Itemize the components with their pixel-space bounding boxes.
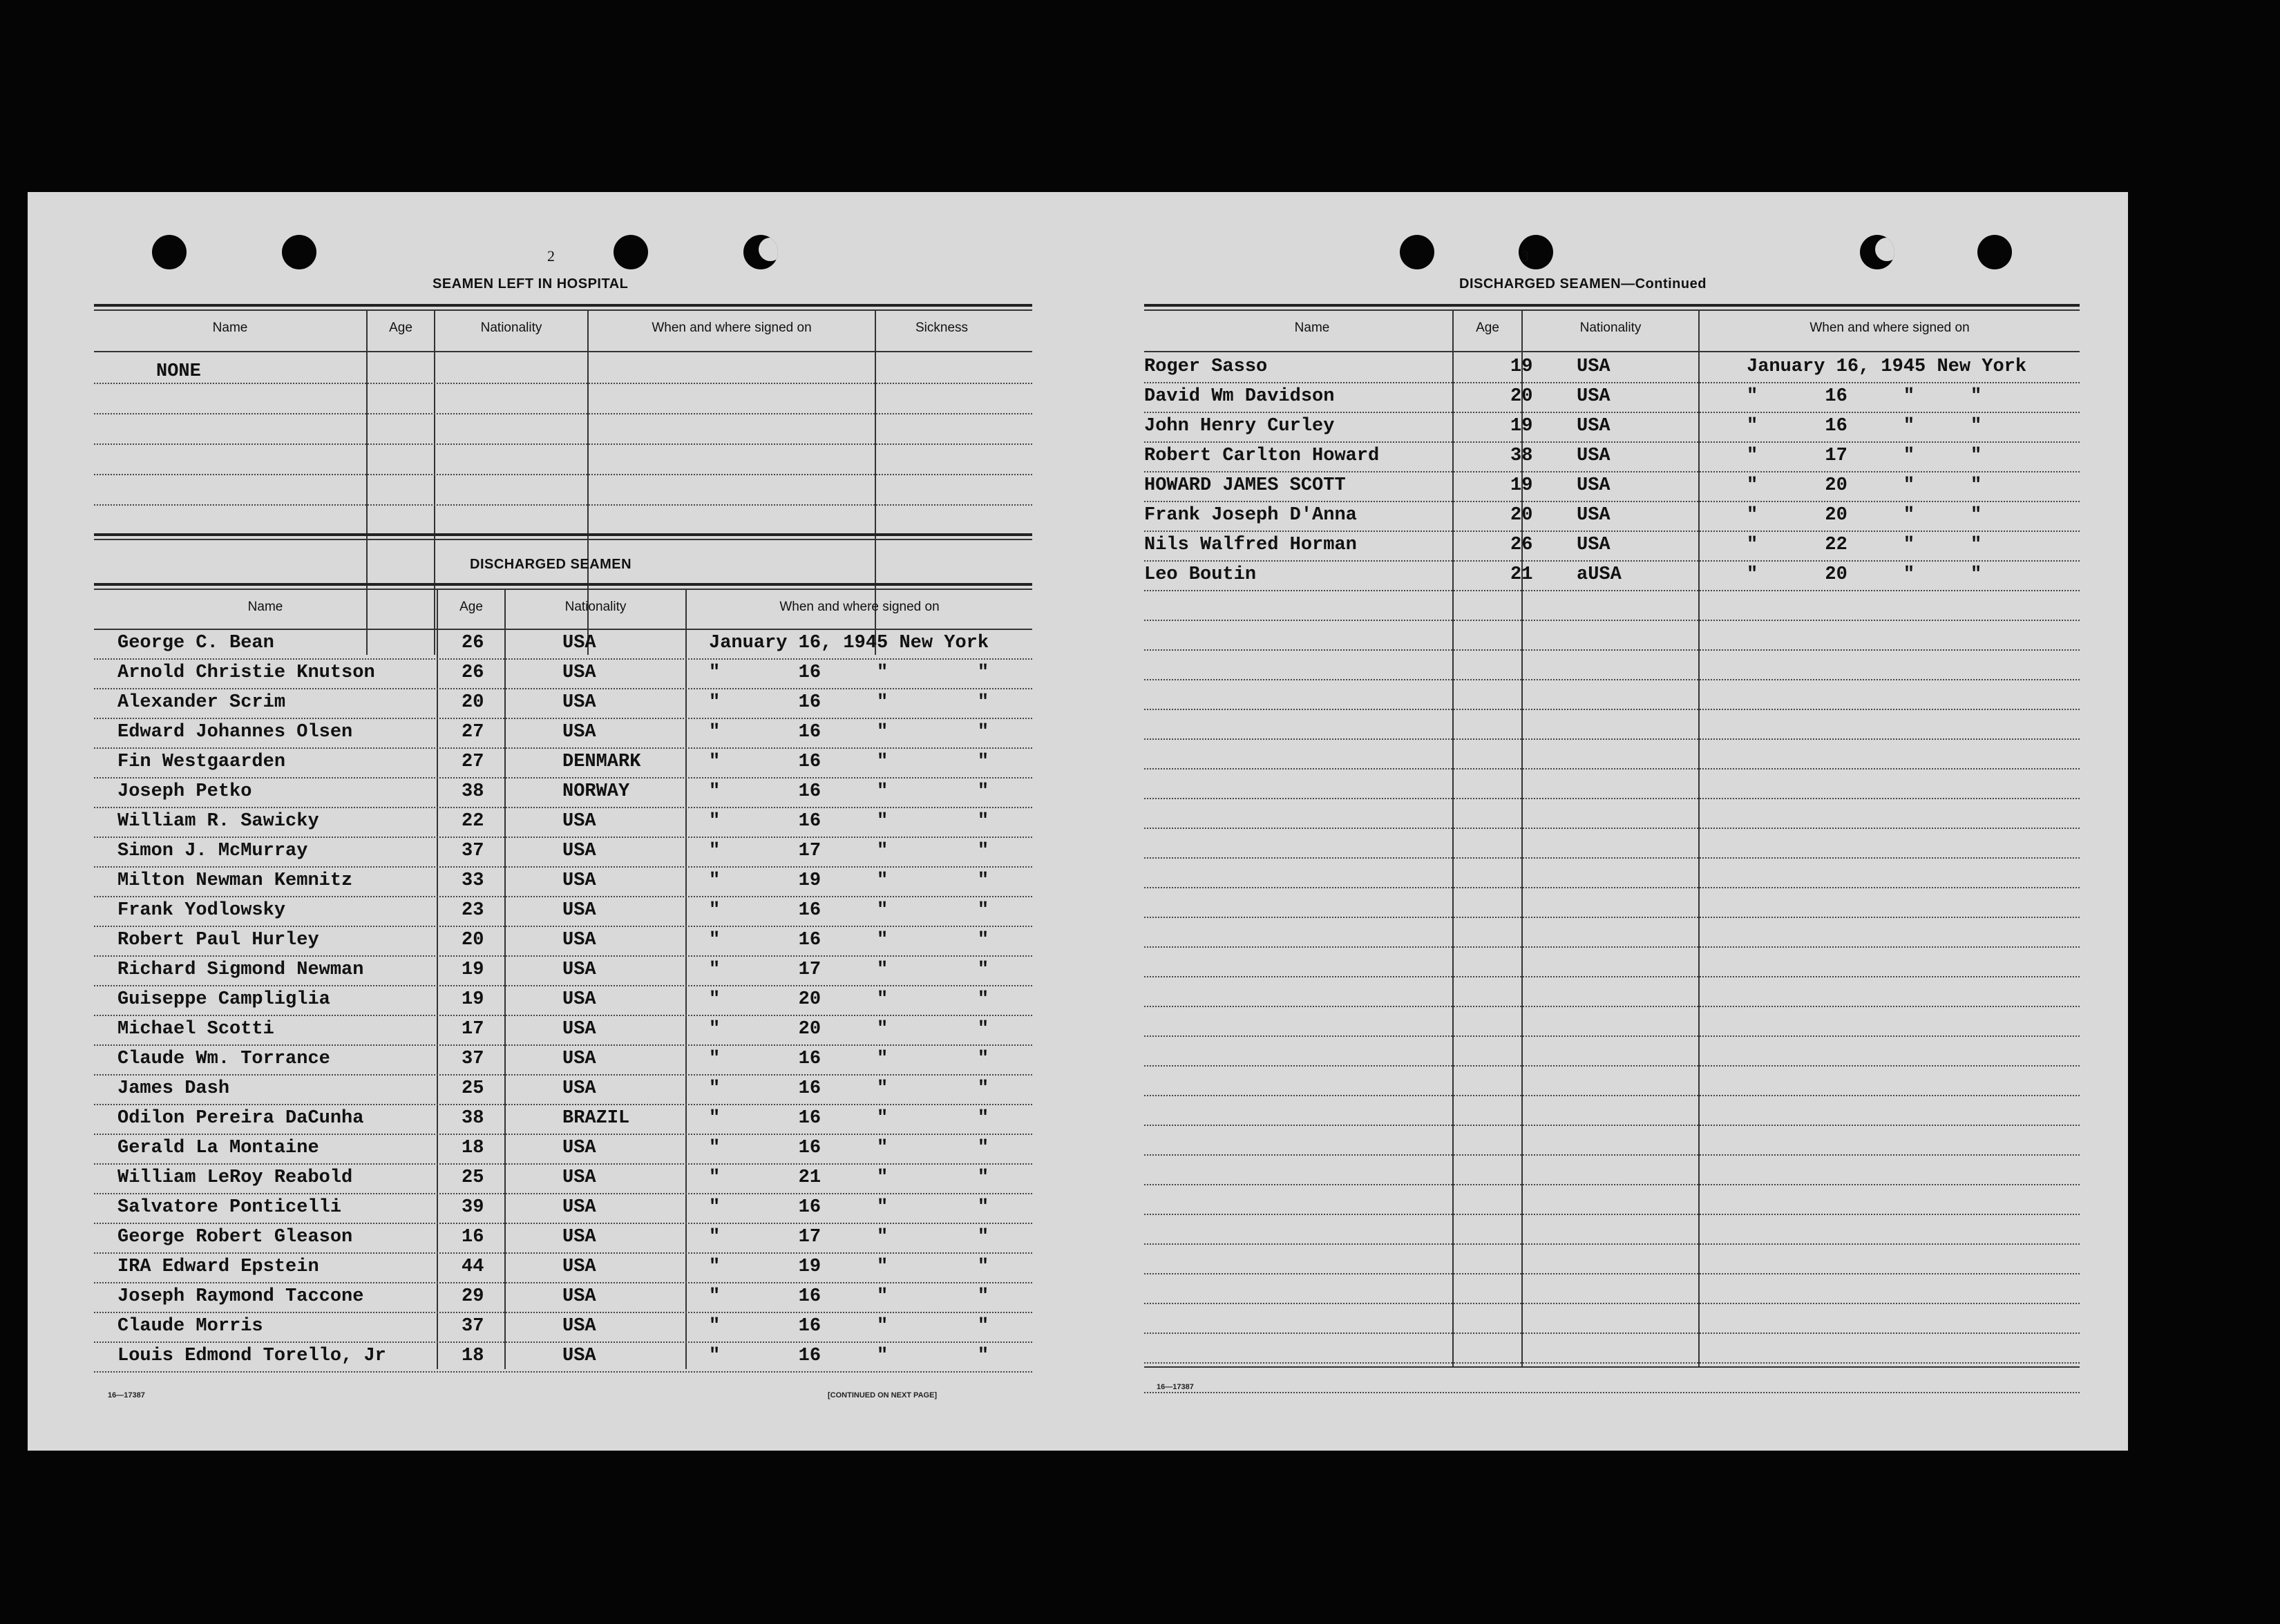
signed-on: " 20 " ": [709, 1019, 989, 1040]
seaman-name: John Henry Curley: [1144, 416, 1335, 437]
column-header: Sickness: [915, 321, 969, 335]
column-header: Age: [459, 600, 483, 614]
signed-on: " 17 " ": [1747, 446, 1982, 466]
seaman-age: 19: [1510, 356, 1533, 377]
table-row: [94, 778, 1032, 808]
empty-ruled-line: [1144, 1125, 2080, 1126]
seaman-age: 19: [1510, 475, 1533, 496]
seaman-nationality: USA: [1577, 535, 1611, 555]
seaman-nationality: USA: [562, 1138, 596, 1158]
seaman-nationality: USA: [562, 692, 596, 713]
empty-ruled-line: [1144, 1392, 2080, 1393]
seaman-age: 16: [462, 1227, 484, 1248]
seaman-age: 18: [462, 1138, 484, 1158]
empty-ruled-line: [1144, 1095, 2080, 1096]
empty-ruled-line: [1144, 1362, 2080, 1364]
signed-on: " 16 " ": [709, 692, 989, 713]
seaman-name: Nils Walfred Horman: [1144, 535, 1357, 555]
signed-on: " 22 " ": [1747, 535, 1982, 555]
document-sheet: [28, 192, 2128, 1451]
seaman-nationality: USA: [562, 1197, 596, 1218]
signed-on: " 20 " ": [1747, 564, 1982, 585]
seaman-name: Milton Newman Kemnitz: [117, 870, 353, 891]
seaman-name: Guiseppe Campliglia: [117, 989, 330, 1010]
table-row: [94, 1076, 1032, 1105]
signed-on: " 19 " ": [709, 870, 989, 891]
seaman-name: William R. Sawicky: [117, 811, 319, 832]
form-number: 16—17387: [1157, 1383, 1194, 1391]
column-header: Name: [247, 600, 283, 614]
seaman-age: 26: [462, 662, 484, 683]
seaman-nationality: USA: [562, 1167, 596, 1188]
column-header: Name: [1294, 321, 1330, 335]
seaman-name: Frank Joseph D'Anna: [1144, 505, 1357, 526]
empty-ruled-line: [1144, 679, 2080, 680]
table-row: [1144, 413, 2080, 443]
table-row: [94, 897, 1032, 927]
seaman-age: 25: [462, 1078, 484, 1099]
seaman-age: 20: [1510, 386, 1533, 407]
empty-ruled-line: [1144, 1243, 2080, 1245]
column-header: Age: [1476, 321, 1499, 335]
empty-ruled-line: [1144, 709, 2080, 710]
table-row: [94, 1046, 1032, 1076]
signed-on: " 16 " ": [709, 662, 989, 683]
signed-on: " 16 " ": [709, 1197, 989, 1218]
seaman-name: James Dash: [117, 1078, 230, 1099]
section-title: DISCHARGED SEAMEN—Continued: [1459, 276, 1707, 292]
seaman-name: IRA Edward Epstein: [117, 1257, 319, 1277]
empty-ruled-line: [1144, 1273, 2080, 1274]
seaman-name: Arnold Christie Knutson: [117, 662, 375, 683]
empty-ruled-line: [1144, 976, 2080, 977]
seaman-name: Edward Johannes Olsen: [117, 722, 353, 743]
seaman-name: Joseph Raymond Taccone: [117, 1286, 364, 1307]
signed-on: " 16 " ": [709, 900, 989, 921]
empty-ruled-line: [1144, 1332, 2080, 1334]
seaman-age: 37: [462, 1049, 484, 1069]
signed-on: " 16 " ": [709, 781, 989, 802]
table-row: [1144, 562, 2080, 591]
seaman-age: 22: [462, 811, 484, 832]
empty-ruled-line: [1144, 917, 2080, 918]
signed-on: " 16 " ": [1747, 386, 1982, 407]
seaman-nationality: USA: [562, 900, 596, 921]
seaman-age: 19: [1510, 416, 1533, 437]
seaman-name: George Robert Gleason: [117, 1227, 353, 1248]
seaman-nationality: USA: [562, 1257, 596, 1277]
empty-ruled-line: [1144, 828, 2080, 829]
seaman-age: 44: [462, 1257, 484, 1277]
seaman-name: Simon J. McMurray: [117, 841, 308, 861]
table-row: [94, 957, 1032, 986]
signed-on: " 16 " ": [709, 1316, 989, 1337]
punch-hole: [282, 235, 316, 269]
signed-on: " 17 " ": [709, 841, 989, 861]
seaman-nationality: USA: [562, 633, 596, 653]
signed-on: " 19 " ": [709, 1257, 989, 1277]
seaman-name: Robert Paul Hurley: [117, 930, 319, 950]
seaman-name: Leo Boutin: [1144, 564, 1257, 585]
seaman-age: 20: [462, 692, 484, 713]
empty-ruled-line: [1144, 887, 2080, 888]
seaman-name: Salvatore Ponticelli: [117, 1197, 342, 1218]
table-row: [94, 1224, 1032, 1254]
signed-on: January 16, 1945 New York: [709, 633, 989, 653]
seaman-nationality: USA: [562, 1227, 596, 1248]
seaman-nationality: USA: [562, 1286, 596, 1307]
empty-ruled-line: [1144, 649, 2080, 651]
seaman-name: Louis Edmond Torello, Jr: [117, 1346, 386, 1366]
table-row: [94, 986, 1032, 1016]
page-number: 2: [547, 247, 555, 265]
seaman-nationality: USA: [562, 1049, 596, 1069]
empty-ruled-line: [1144, 946, 2080, 948]
seaman-name: Roger Sasso: [1144, 356, 1268, 377]
signed-on: " 16 " ": [709, 1108, 989, 1129]
table-row: [94, 868, 1032, 897]
seaman-name: Richard Sigmond Newman: [117, 959, 364, 980]
seaman-nationality: USA: [562, 989, 596, 1010]
punch-hole: [1977, 235, 2012, 269]
table-row: [1144, 502, 2080, 532]
seaman-age: 17: [462, 1019, 484, 1040]
seaman-age: 19: [462, 959, 484, 980]
seaman-name: HOWARD JAMES SCOTT: [1144, 475, 1346, 496]
seaman-age: 38: [1510, 446, 1533, 466]
seaman-nationality: BRAZIL: [562, 1108, 630, 1129]
signed-on: " 16 " ": [709, 1286, 989, 1307]
column-header: Nationality: [564, 600, 627, 614]
seaman-age: 38: [462, 781, 484, 802]
signed-on: " 16 " ": [1747, 416, 1982, 437]
table-row: [94, 1105, 1032, 1135]
table-row: [94, 838, 1032, 868]
table-row: [1144, 383, 2080, 413]
empty-ruled-line: [1144, 1214, 2080, 1215]
empty-ruled-line: [1144, 1006, 2080, 1007]
seaman-age: 25: [462, 1167, 484, 1188]
seaman-name: Michael Scotti: [117, 1019, 274, 1040]
signed-on: " 17 " ": [709, 959, 989, 980]
empty-ruled-line: [1144, 768, 2080, 770]
signed-on: " 16 " ": [709, 1138, 989, 1158]
seaman-name: Odilon Pereira DaCunha: [117, 1108, 364, 1129]
table-row: [94, 660, 1032, 689]
table-row: [94, 1254, 1032, 1283]
seaman-age: 19: [462, 989, 484, 1010]
table-row: [1144, 472, 2080, 502]
table-row: [94, 808, 1032, 838]
column-header: Name: [212, 321, 248, 335]
table-row: [94, 719, 1032, 749]
signed-on: " 16 " ": [709, 811, 989, 832]
seaman-age: 23: [462, 900, 484, 921]
seaman-name: Claude Morris: [117, 1316, 263, 1337]
seaman-name: Claude Wm. Torrance: [117, 1049, 330, 1069]
empty-ruled-line: [1144, 1303, 2080, 1304]
seaman-age: 37: [462, 841, 484, 861]
table-row: [1144, 354, 2080, 383]
table-row: [94, 630, 1032, 660]
seaman-name: Gerald La Montaine: [117, 1138, 319, 1158]
table-row: [94, 1283, 1032, 1313]
empty-ruled-line: [1144, 738, 2080, 740]
table-row: [94, 749, 1032, 778]
seaman-nationality: USA: [1577, 446, 1611, 466]
table-row: [94, 927, 1032, 957]
column-header: When and where signed on: [652, 321, 812, 335]
empty-ruled-line: [1144, 1035, 2080, 1037]
seaman-age: 29: [462, 1286, 484, 1307]
seaman-name: David Wm Davidson: [1144, 386, 1335, 407]
signed-on: " 16 " ": [709, 1049, 989, 1069]
seaman-nationality: USA: [1577, 386, 1611, 407]
seaman-nationality: DENMARK: [562, 752, 641, 772]
empty-ruled-line: [1144, 1154, 2080, 1156]
table-row: [94, 1194, 1032, 1224]
signed-on: January 16, 1945 New York: [1747, 356, 2027, 377]
section-title: SEAMEN LEFT IN HOSPITAL: [433, 276, 629, 292]
seaman-nationality: USA: [1577, 475, 1611, 496]
punch-hole: [614, 235, 648, 269]
seaman-nationality: USA: [1577, 356, 1611, 377]
signed-on: " 16 " ": [709, 930, 989, 950]
signed-on: " 16 " ": [709, 722, 989, 743]
section-title: DISCHARGED SEAMEN: [470, 557, 632, 572]
seaman-age: 27: [462, 722, 484, 743]
signed-on: " 20 " ": [709, 989, 989, 1010]
table-row: [94, 689, 1032, 719]
page-number: 3: [1521, 247, 1529, 265]
signed-on: " 16 " ": [709, 1346, 989, 1366]
punch-hole: [743, 235, 778, 269]
seaman-age: 26: [462, 633, 484, 653]
seaman-nationality: USA: [562, 1019, 596, 1040]
seaman-age: 20: [1510, 505, 1533, 526]
seaman-nationality: NORWAY: [562, 781, 630, 802]
signed-on: " 16 " ": [709, 752, 989, 772]
seaman-nationality: USA: [562, 841, 596, 861]
seaman-age: 18: [462, 1346, 484, 1366]
empty-ruled-line: [1144, 798, 2080, 799]
form-number: 16—17387: [108, 1391, 145, 1399]
seaman-nationality: USA: [562, 1316, 596, 1337]
seaman-age: 33: [462, 870, 484, 891]
seaman-nationality: USA: [562, 870, 596, 891]
seaman-nationality: USA: [562, 959, 596, 980]
seaman-age: 26: [1510, 535, 1533, 555]
empty-ruled-line: [1144, 1065, 2080, 1067]
signed-on: " 17 " ": [709, 1227, 989, 1248]
table-row: [94, 1313, 1032, 1343]
table-row: [94, 1135, 1032, 1165]
punch-hole: [152, 235, 187, 269]
seaman-name: Fin Westgaarden: [117, 752, 286, 772]
table-row: [94, 1343, 1032, 1373]
continued-note: [CONTINUED ON NEXT PAGE]: [828, 1391, 938, 1399]
column-header: Age: [389, 321, 412, 335]
seaman-age: 27: [462, 752, 484, 772]
signed-on: " 20 " ": [1747, 505, 1982, 526]
seaman-age: 21: [1510, 564, 1533, 585]
seaman-nationality: USA: [1577, 505, 1611, 526]
table-row: [1144, 443, 2080, 472]
column-header: When and where signed on: [1809, 321, 1970, 335]
seaman-name: Frank Yodlowsky: [117, 900, 286, 921]
seaman-name: William LeRoy Reabold: [117, 1167, 353, 1188]
seaman-nationality: USA: [562, 722, 596, 743]
seaman-nationality: USA: [562, 811, 596, 832]
seaman-nationality: aUSA: [1577, 564, 1622, 585]
seaman-nationality: USA: [562, 1078, 596, 1099]
table-row: [94, 1016, 1032, 1046]
empty-ruled-line: [1144, 857, 2080, 859]
empty-ruled-line: [1144, 1184, 2080, 1185]
table-row: [1144, 532, 2080, 562]
seaman-name: Joseph Petko: [117, 781, 252, 802]
seaman-name: Alexander Scrim: [117, 692, 286, 713]
signed-on: " 20 " ": [1747, 475, 1982, 496]
table-row: [94, 1165, 1032, 1194]
seaman-name: Robert Carlton Howard: [1144, 446, 1380, 466]
seaman-nationality: USA: [562, 1346, 596, 1366]
signed-on: " 21 " ": [709, 1167, 989, 1188]
signed-on: " 16 " ": [709, 1078, 989, 1099]
seaman-name: George C. Bean: [117, 633, 274, 653]
seaman-age: 37: [462, 1316, 484, 1337]
punch-hole: [1400, 235, 1434, 269]
column-header: Nationality: [1579, 321, 1642, 335]
seaman-age: 38: [462, 1108, 484, 1129]
punch-hole: [1860, 235, 1894, 269]
empty-ruled-line: [1144, 620, 2080, 621]
seaman-age: 39: [462, 1197, 484, 1218]
column-header: When and where signed on: [779, 600, 940, 614]
hospital-entry: NONE: [156, 361, 201, 382]
seaman-age: 20: [462, 930, 484, 950]
seaman-nationality: USA: [562, 662, 596, 683]
seaman-nationality: USA: [1577, 416, 1611, 437]
column-header: Nationality: [480, 321, 542, 335]
seaman-nationality: USA: [562, 930, 596, 950]
